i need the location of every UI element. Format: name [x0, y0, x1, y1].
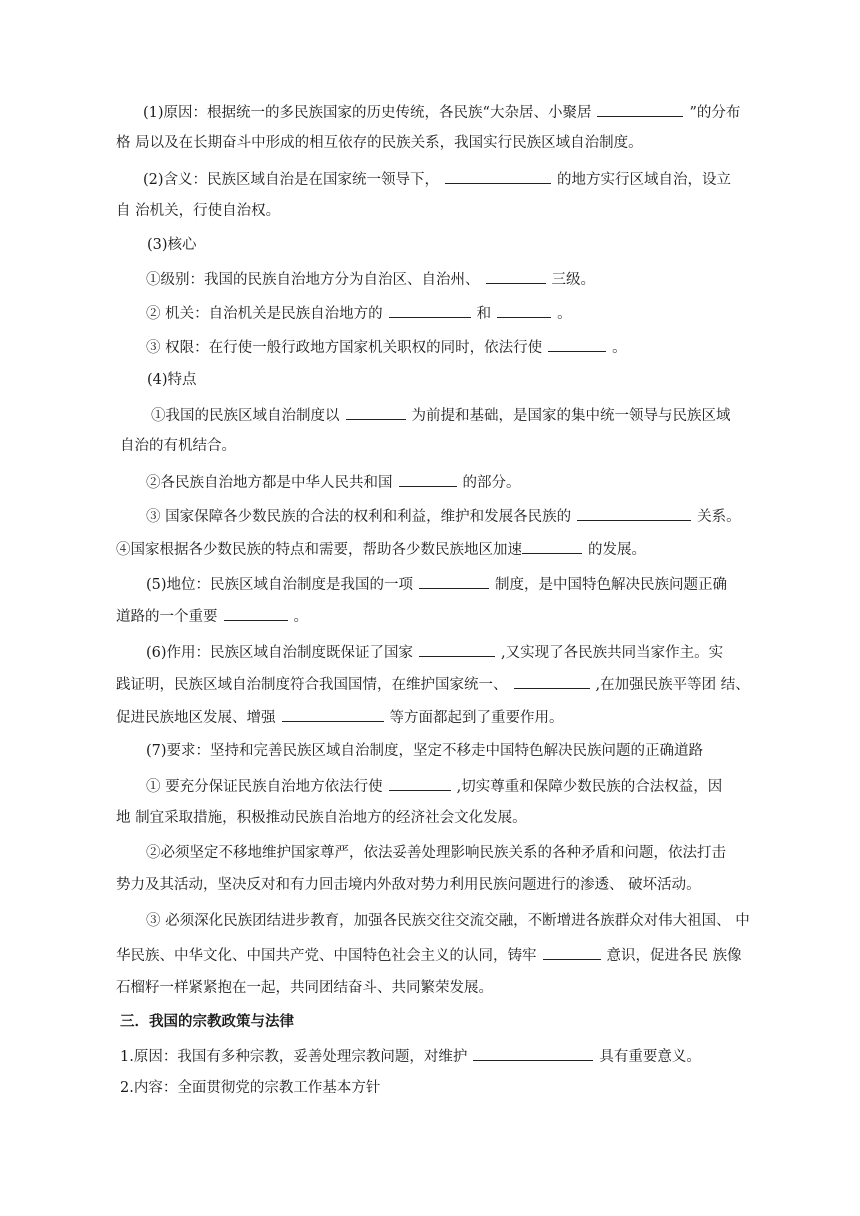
text-line: ① 要充分保证民族自治地方依法行使 ,切实尊重和保障少数民族的合法权益，因 [146, 775, 722, 797]
text-line: 1.原因：我国有多种宗教，妥善处理宗教问题，对维护 具有重要意义。 [120, 1045, 701, 1067]
text-line: (6)作用：民族区域自治制度既保证了国家 ,又实现了各民族共同当家作主。实 [146, 641, 723, 663]
section-heading: 三．我国的宗教政策与法律 [120, 1013, 294, 1030]
fill-blank[interactable] [224, 605, 288, 621]
fill-blank[interactable] [548, 336, 606, 352]
fill-blank[interactable] [419, 641, 495, 657]
text-line: ③ 国家保障各少数民族的合法的权利和利益，维护和发展各民族的 关系。 [146, 505, 741, 527]
fill-blank[interactable] [445, 168, 551, 184]
text-line: 石榴籽一样紧紧抱在一起，共同团结奋斗、共同繁荣发展。 [116, 980, 493, 996]
text-line: (5)地位：民族区域自治制度是我国的一项 制度，是中国特色解决民族问题正确 [146, 573, 727, 595]
text-line: ①我国的民族区域自治制度以 为前提和基础，是国家的集中统一领导与民族区域 [151, 404, 731, 426]
text-line: 势力及其活动，坚决反对和有力回击境内外敌对势力利用民族问题进行的渗透、 破坏活动。 [116, 877, 701, 893]
text-line: ②各民族自治地方都是中华人民共和国 的部分。 [146, 471, 521, 493]
fill-blank[interactable] [486, 268, 546, 284]
fill-blank[interactable] [473, 1045, 593, 1061]
fill-blank[interactable] [543, 944, 601, 960]
text-line: 地 制宜采取措施，积极推动民族自治地方的经济社会文化发展。 [116, 810, 527, 826]
text-line: ③ 必须深化民族团结进步教育，加强各民族交往交流交融，不断增进各族群众对伟大祖国、 中 [146, 913, 750, 929]
fill-blank[interactable] [419, 573, 489, 589]
fill-blank[interactable] [399, 471, 457, 487]
fill-blank[interactable] [497, 302, 551, 318]
text-line: (4)特点 [147, 372, 197, 388]
text-line: 华民族、中华文化、中国共产党、中国特色社会主义的认同，铸牢 意识，促进各民 族像 [116, 944, 742, 966]
text-line: 道路的一个重要 。 [116, 605, 308, 627]
text-line: 2.内容：全面贯彻党的宗教工作基本方针 [120, 1080, 381, 1096]
text-line: 践证明，民族区域自治制度符合我国国情，在维护国家统一、 ,在加强民族平等团 结、 [116, 673, 750, 695]
text-line: (2)含义：民族区域自治是在国家统一领导下， 的地方实行区域自治，设立 [143, 168, 731, 190]
fill-blank[interactable] [282, 706, 384, 722]
text-line: (1)原因：根据统一的多民族国家的历史传统，各民族“大杂居、小聚居 ”的分布 [143, 101, 740, 123]
text-line: (3)核心 [147, 237, 197, 253]
fill-blank[interactable] [577, 505, 691, 521]
text-line: ②必须坚定不移地维护国家尊严，依法妥善处理影响民族关系的各种矛盾和问题，依法打击 [146, 845, 726, 861]
text-line: ④国家根据各少数民族的特点和需要，帮助各少数民族地区加速 的发展。 [116, 538, 646, 560]
text-line: (7)要求：坚持和完善民族区域自治制度，坚定不移走中国特色解决民族问题的正确道路 [146, 743, 704, 759]
fill-blank[interactable] [389, 775, 451, 791]
fill-blank[interactable] [514, 673, 590, 689]
text-line: ①级别：我国的民族自治地方分为自治区、自治州、 三级。 [146, 268, 595, 290]
fill-blank[interactable] [346, 404, 406, 420]
text-line: 自 治机关，行使自治权。 [116, 203, 281, 219]
fill-blank[interactable] [597, 101, 683, 117]
text-line: ③ 权限：在行使一般行政地方国家机关职权的同时，依法行使 。 [146, 336, 627, 358]
fill-blank[interactable] [389, 302, 471, 318]
text-line: 格 局以及在长期奋斗中形成的相互依存的民族关系，我国实行民族区域自治制度。 [116, 135, 643, 151]
text-line: 自治的有机结合。 [120, 438, 236, 454]
text-line: 促进民族地区发展、增强 等方面都起到了重要作用。 [116, 706, 564, 728]
fill-blank[interactable] [522, 538, 582, 554]
text-line: ② 机关：自治机关是民族自治地方的 和 。 [146, 302, 572, 324]
